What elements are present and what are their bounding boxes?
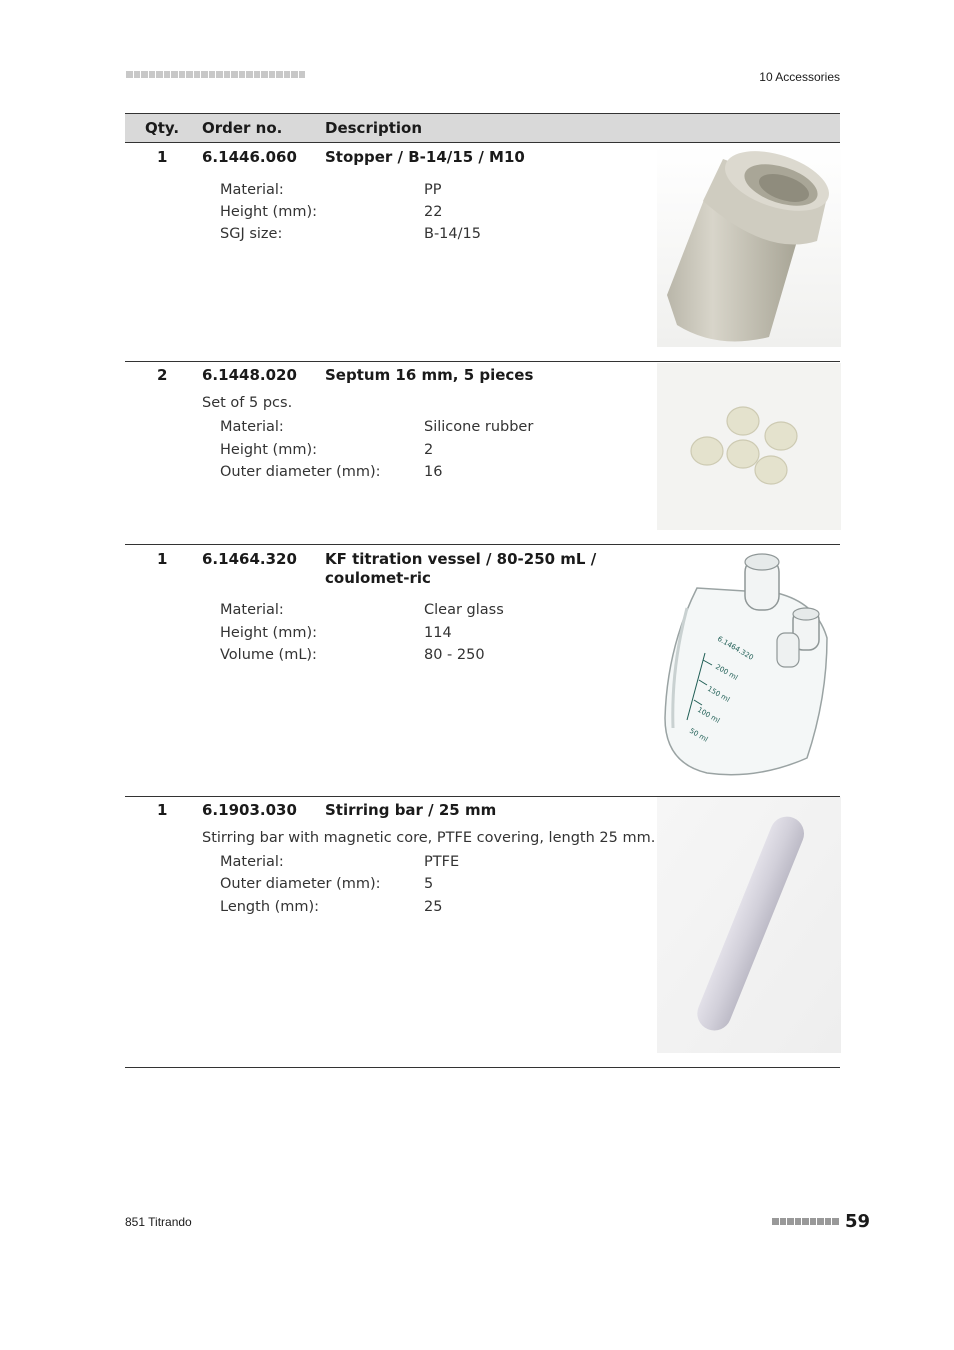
row-qty: 2	[157, 366, 168, 384]
prop-label: Material:	[220, 854, 284, 870]
row-divider	[125, 361, 840, 362]
row-qty: 1	[157, 148, 168, 166]
row-qty: 1	[157, 550, 168, 568]
table-header	[125, 113, 840, 143]
vessel-print: 100 ml	[696, 705, 722, 725]
vessel-print: 200 ml	[714, 662, 740, 682]
stirring-bar-photo	[657, 797, 841, 1053]
row-title: KF titration vessel / 80-250 mL / coulomet-ric	[325, 550, 597, 587]
prop-value: 25	[424, 899, 443, 915]
row-intro: Stirring bar with magnetic core, PTFE covering, length 25 mm.	[202, 830, 656, 846]
septum-photo	[657, 363, 841, 530]
prop-value: 5	[424, 876, 434, 892]
prop-value: 80 - 250	[424, 647, 485, 663]
row-order-no: 6.1446.060	[202, 148, 297, 166]
row-order-no: 6.1464.320	[202, 550, 297, 568]
prop-label: Material:	[220, 419, 284, 435]
titration-vessel-photo	[657, 548, 841, 780]
prop-value: Clear glass	[424, 602, 504, 618]
row-order-no: 6.1903.030	[202, 801, 297, 819]
page-number: 59	[845, 1211, 871, 1232]
row-qty: 1	[157, 801, 168, 819]
vessel-print: 150 ml	[706, 684, 732, 704]
row-order-no: 6.1448.020	[202, 366, 297, 384]
description-header: Description	[325, 119, 423, 137]
prop-label: Outer diameter (mm):	[220, 464, 381, 480]
prop-label: Material:	[220, 182, 284, 198]
prop-label: Length (mm):	[220, 899, 320, 915]
prop-label: Material:	[220, 602, 284, 618]
prop-label: Height (mm):	[220, 625, 317, 641]
prop-value: 2	[424, 442, 434, 458]
prop-label: Outer diameter (mm):	[220, 876, 381, 892]
row-intro: Set of 5 pcs.	[202, 395, 293, 411]
order-no-header: Order no.	[202, 119, 283, 137]
header-decoration	[126, 71, 305, 78]
prop-value: B-14/15	[424, 226, 481, 242]
chapter-title: 10 Accessories	[759, 70, 840, 84]
row-title: Stirring bar / 25 mm	[325, 801, 497, 819]
product-name: 851 Titrando	[125, 1215, 192, 1229]
prop-value: PTFE	[424, 854, 460, 870]
prop-value: 16	[424, 464, 443, 480]
row-title: Septum 16 mm, 5 pieces	[325, 366, 534, 384]
row-divider	[125, 544, 840, 545]
prop-value: 114	[424, 625, 452, 641]
vessel-print: 6.1464.320	[716, 634, 755, 662]
row-title: Stopper / B-14/15 / M10	[325, 148, 525, 166]
prop-value: 22	[424, 204, 443, 220]
footer-decoration	[772, 1218, 839, 1225]
qty-header: Qty.	[145, 119, 180, 137]
prop-value: Silicone rubber	[424, 419, 534, 435]
prop-label: Height (mm):	[220, 204, 317, 220]
table-bottom-border	[125, 1067, 840, 1068]
prop-label: SGJ size:	[220, 226, 283, 242]
stopper-photo	[657, 145, 841, 347]
prop-value: PP	[424, 182, 442, 198]
prop-label: Volume (mL):	[220, 647, 317, 663]
prop-label: Height (mm):	[220, 442, 317, 458]
vessel-print: 50 ml	[688, 726, 710, 744]
